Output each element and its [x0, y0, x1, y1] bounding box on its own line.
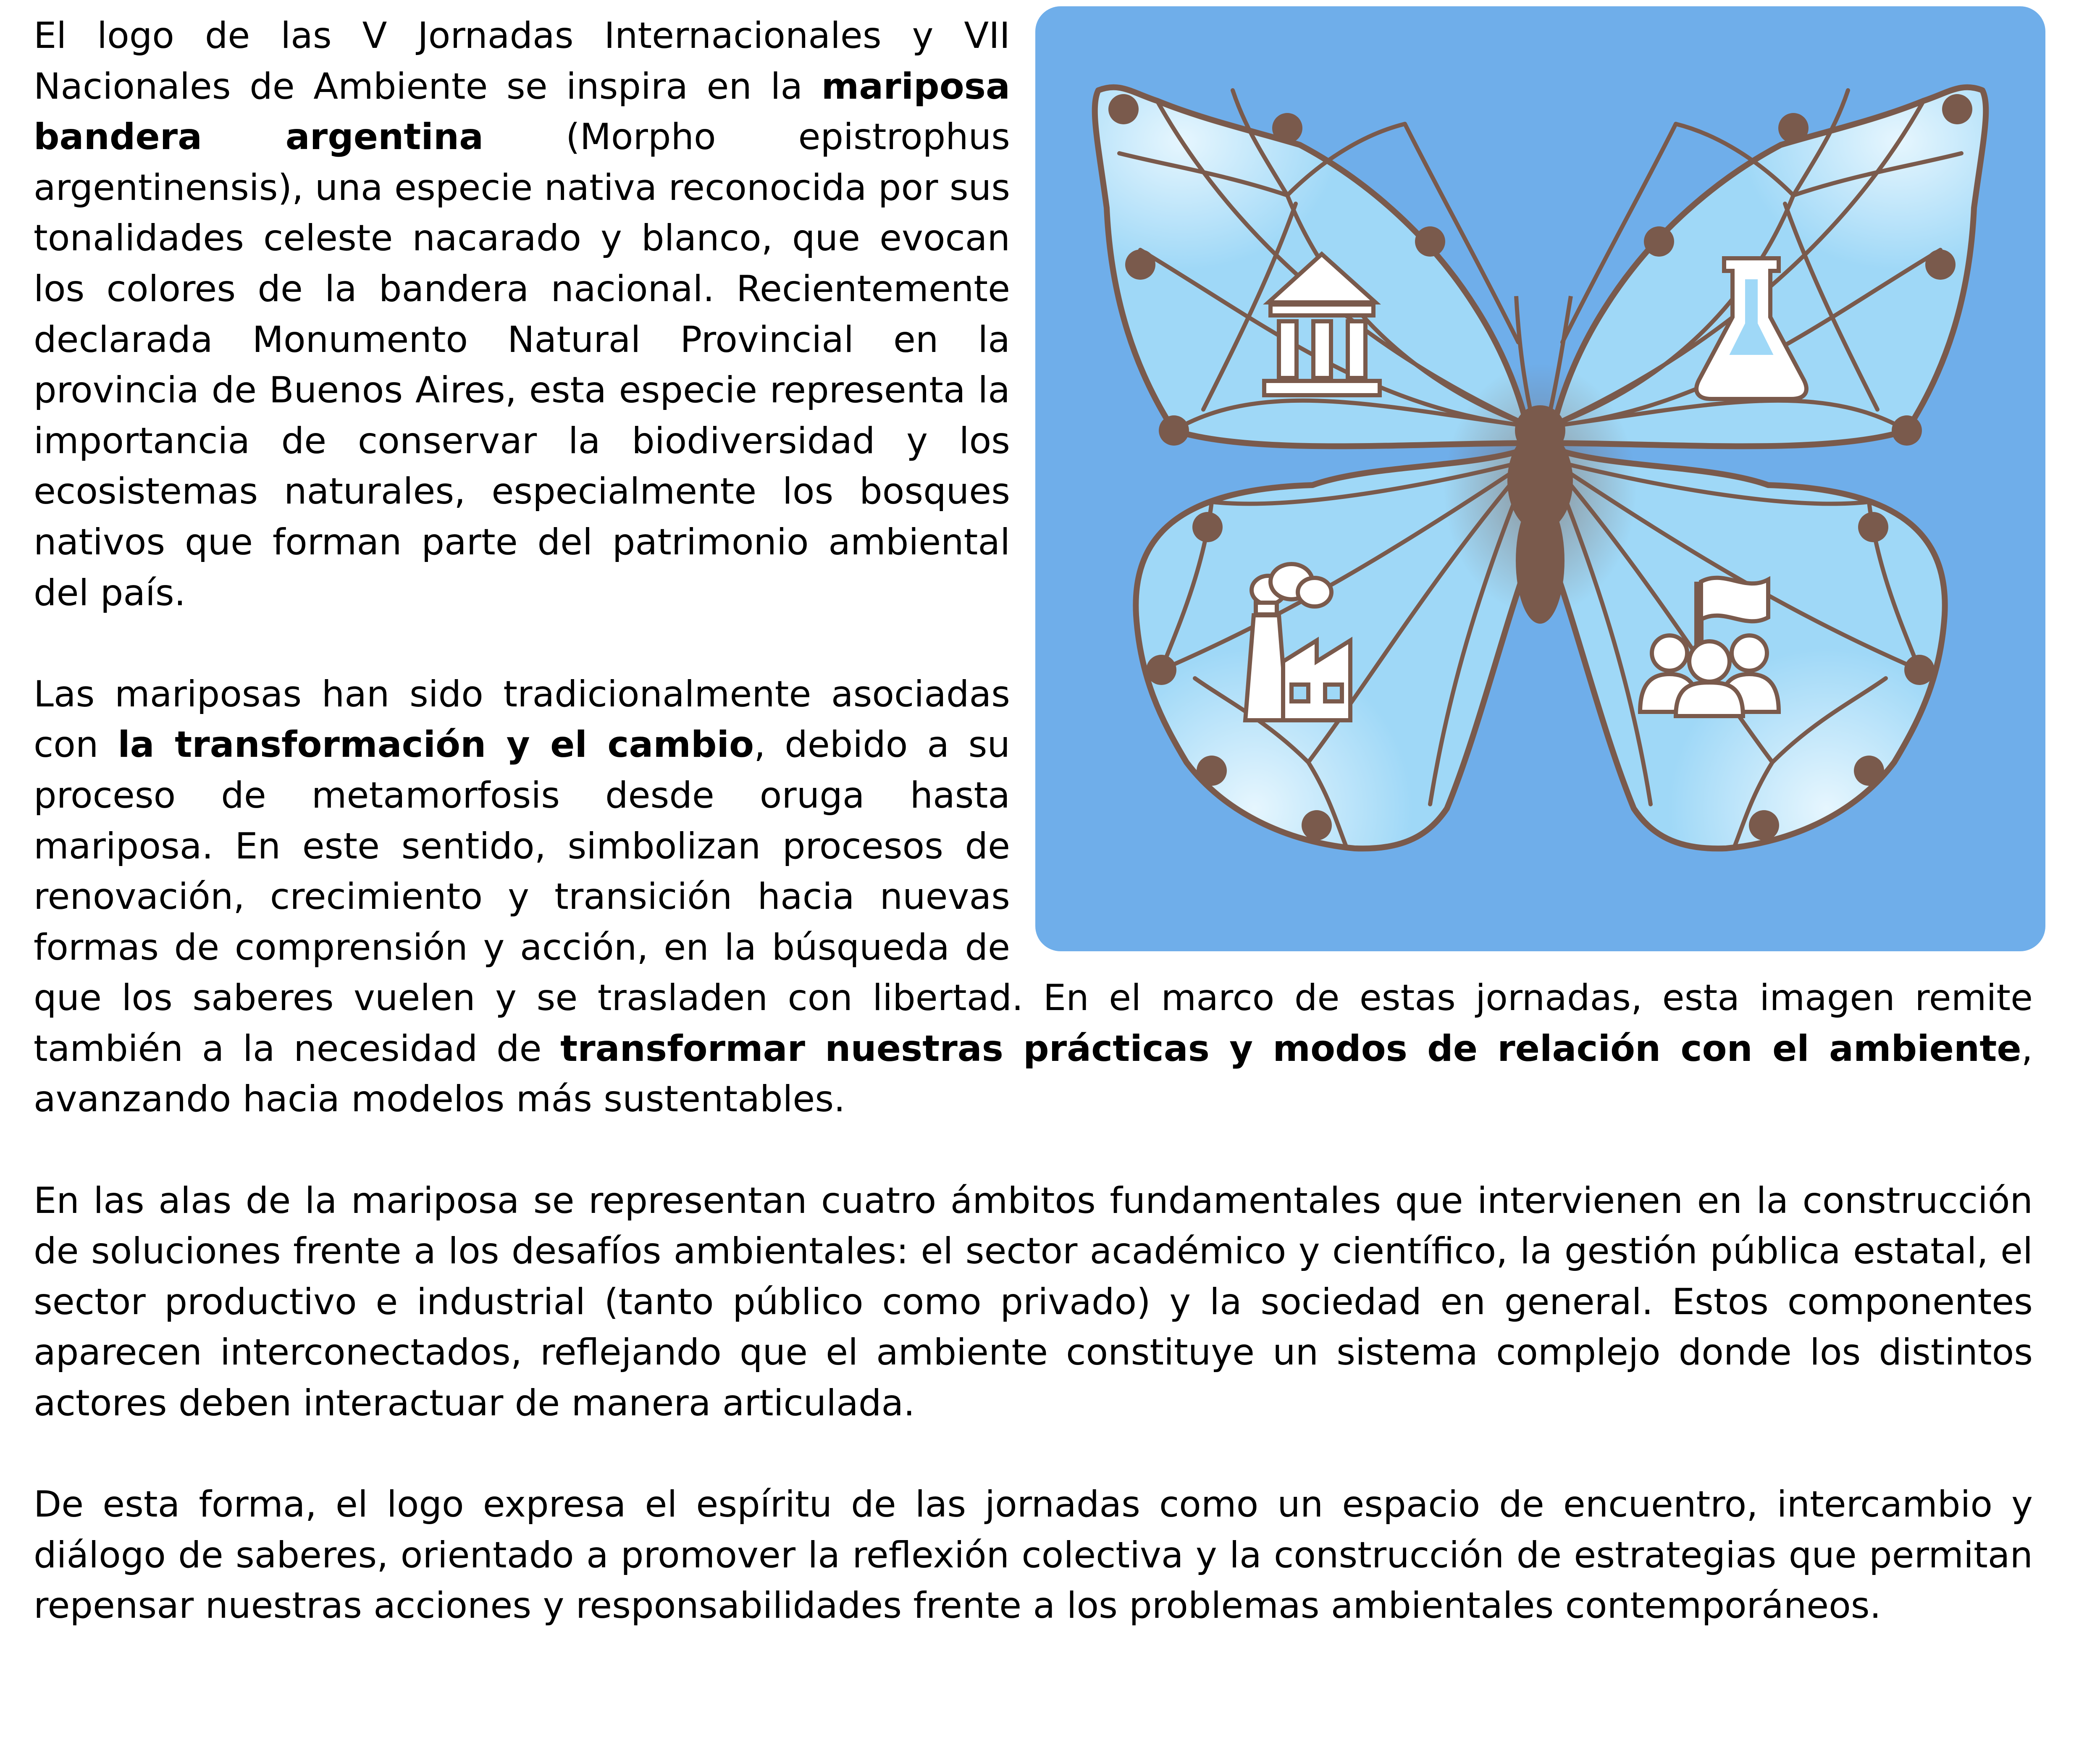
paragraph-logo-inspiration: El logo de las V Jornadas Internacionales y VII Nacionales de Ambiente se inspira en la mariposa bandera argentina (Morpho epistrophus argentinensis), una especie nativa reconocida por sus tonalidades celeste nacarado y blanco, que evocan los colores de la bandera nacional. Recientemente declarada Monumento Natural Provincial en la provincia de Buenos Aires, esta especie representa la importancia de conservar la biodiversidad y los ecosistemas naturales, especialmente los bosques nativos que forman parte del patrimonio ambiental del país. — [34, 15, 1010, 614]
paragraph-conclusion: De esta forma, el logo expresa el espíritu de las jornadas como un espacio de encuentro, intercambio y diálogo de saberes, orientado a promover la reflexión colectiva y la construcción de estrategias que permitan repensar nuestras acciones y responsabilidades frente a los problemas ambientales contemporáneos. — [34, 1483, 2033, 1627]
document-body — [34, 10, 2033, 1631]
paragraph-four-sectors: En las alas de la mariposa se representan cuatro ámbitos fundamentales que intervienen en la construcción de soluciones frente a los desafíos ambientales: el sector académico y científico, la gestión pública estatal, el sector productivo e industrial (tanto público como privado) y la sociedad en general. Estos componentes aparecen interconectados, reflejando que el ambiente constituye un sistema complejo donde los distintos actores deben interactuar de manera articulada. — [34, 1179, 2033, 1425]
butterfly-illustration — [1035, 6, 2045, 951]
paragraph-transformation: Las mariposas han sido tradicionalmente asociadas con la transformación y el cambio, debido a su proceso de metamorfosis desde oruga hasta mariposa. En este sentido, simbolizan procesos de renovación, crecimiento y transición hacia nuevas formas de comprensión y acción, en la búsqueda de que los saberes vuelen y se trasladen con libertad. En el marco de estas jornadas, esta imagen remite también a la necesidad de transformar nuestras prácticas y modos de relación con el ambiente, avanzando hacia modelos más sustentables. — [34, 673, 2033, 1121]
butterfly-logo — [1035, 6, 2045, 951]
